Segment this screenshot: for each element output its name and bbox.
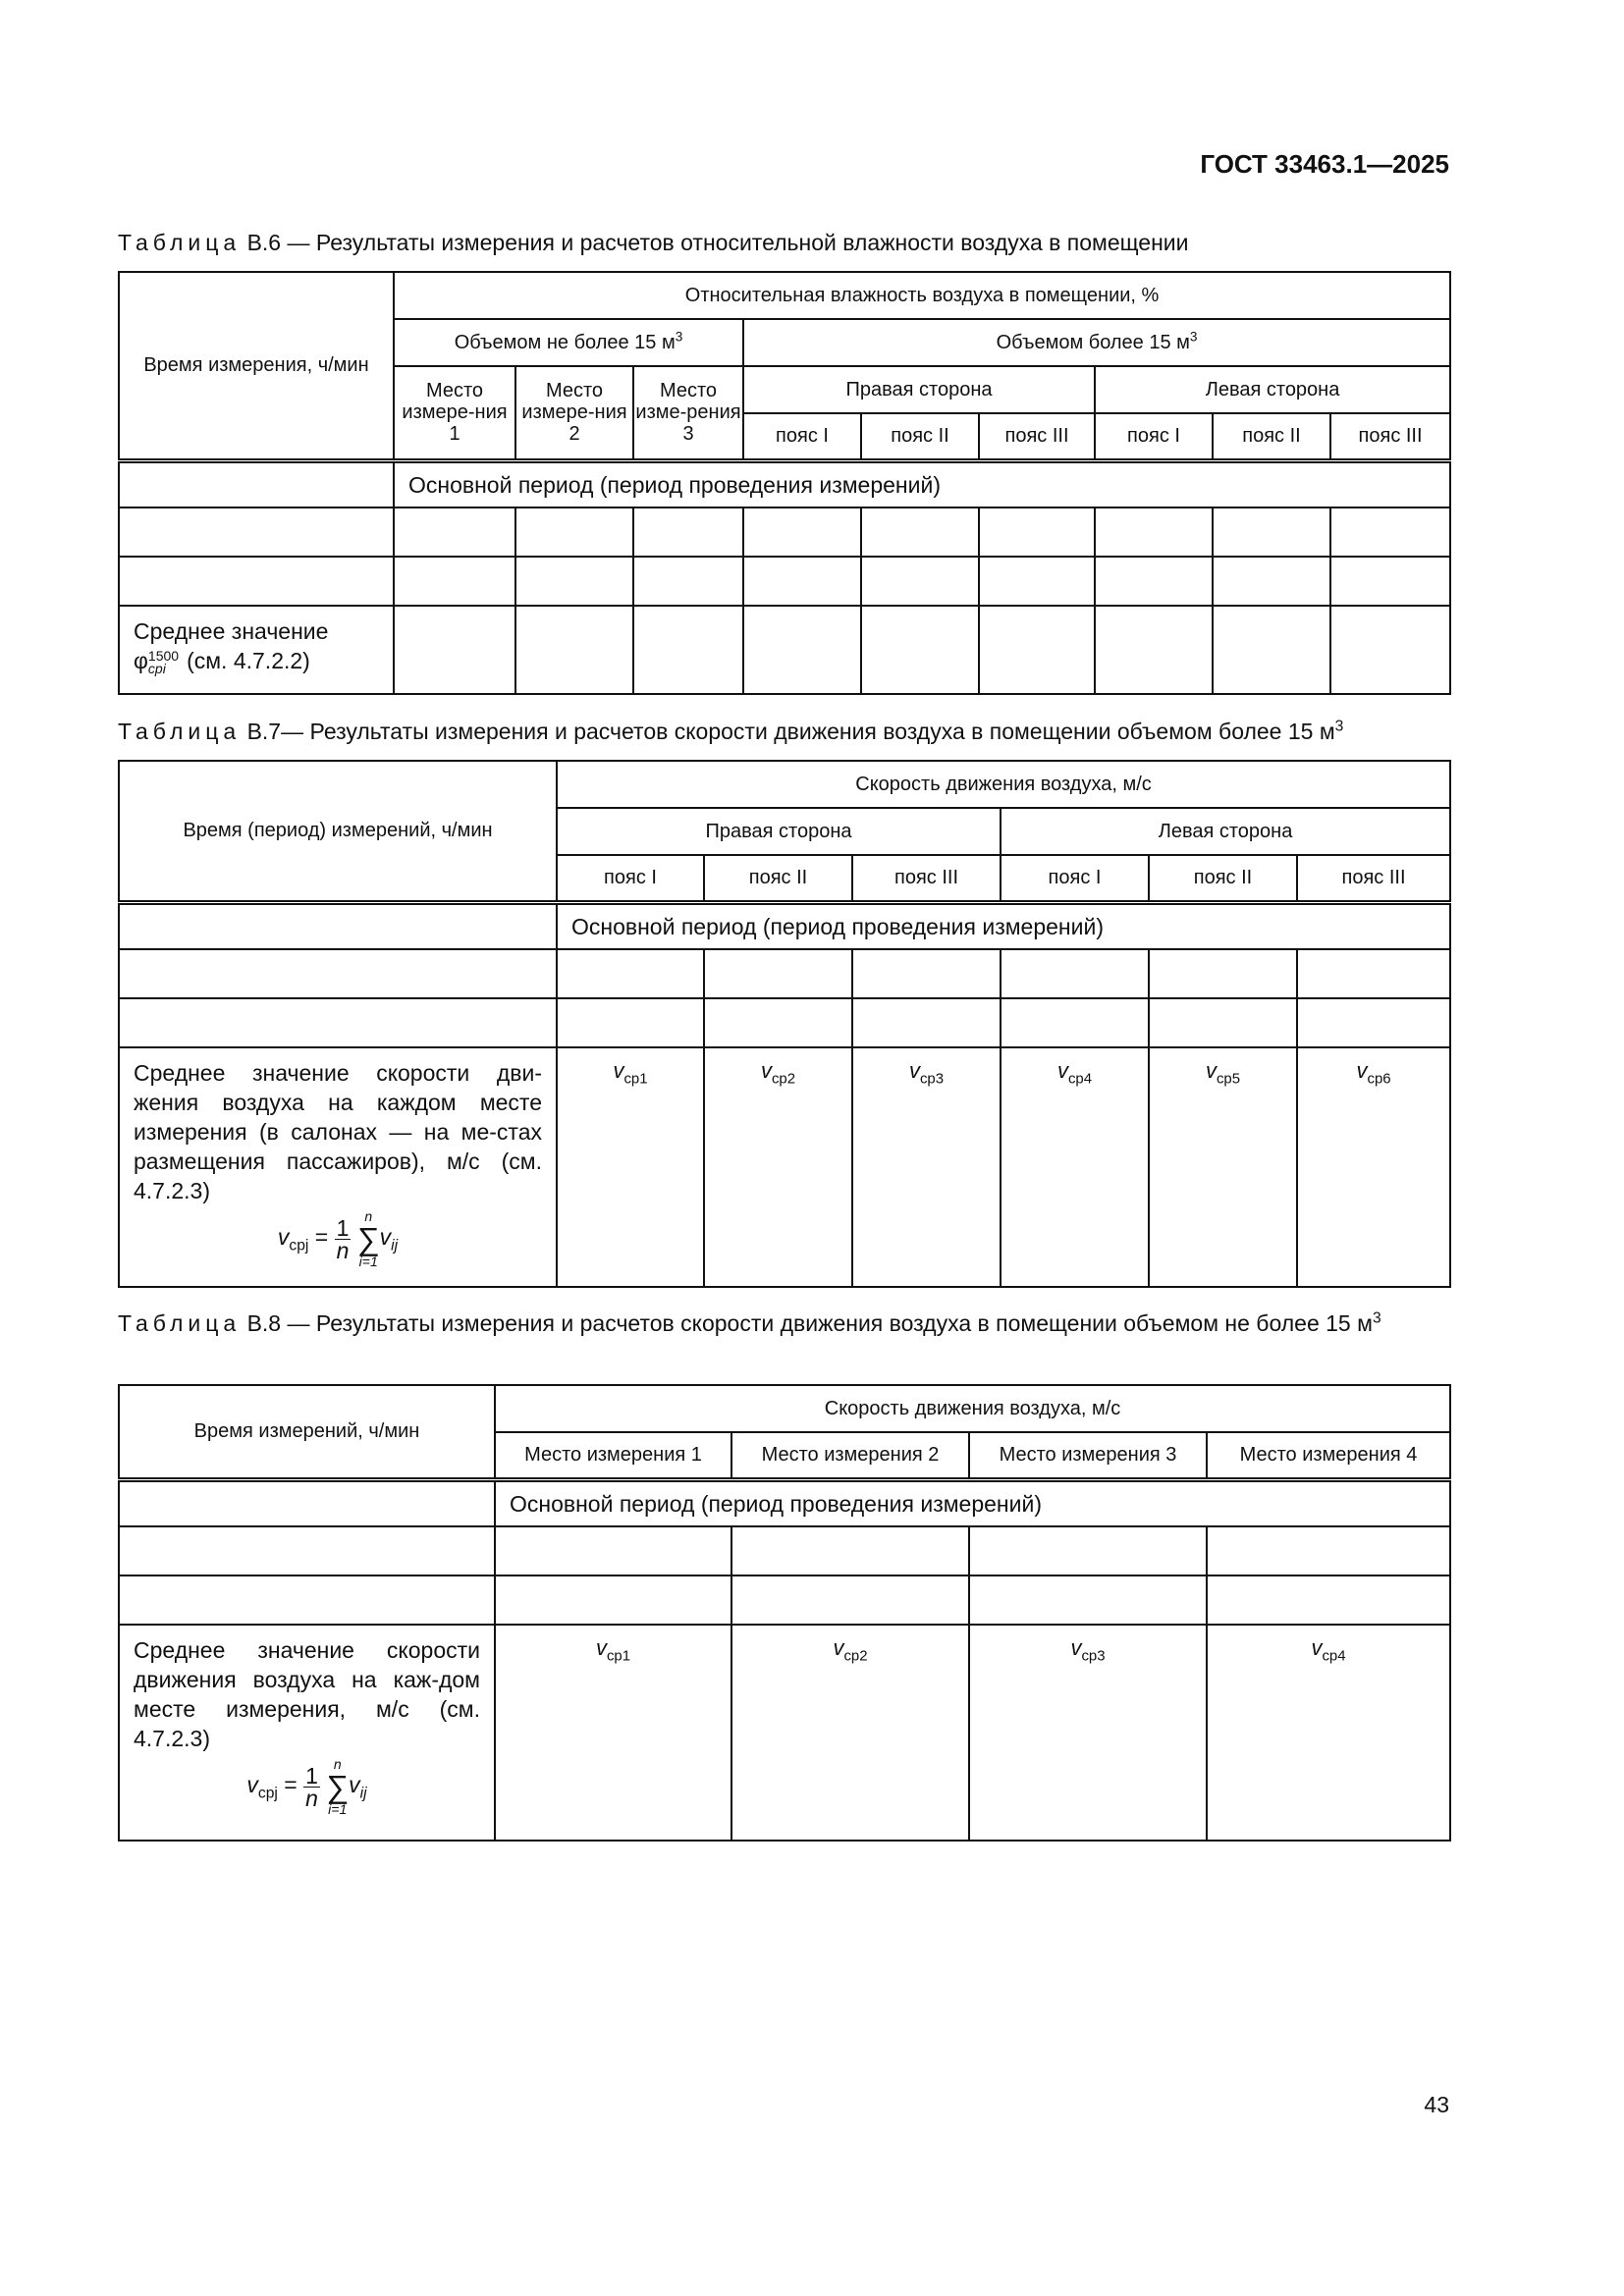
b7-left-zone3: пояс III [1297,855,1450,902]
formula-term-sub: ij [391,1237,399,1255]
b7-speed-header: Скорость движения воздуха, м/с [557,761,1450,808]
sum-icon: n ∑ i=1 [326,1756,350,1817]
formula-term-v: v [379,1224,392,1251]
document-code: ГОСТ 33463.1—2025 [1200,149,1449,179]
b8-time-header: Время измерений, ч/мин [119,1385,495,1479]
b7-right-zone1: пояс I [557,855,704,902]
table-row [119,507,1450,557]
b6-time-header: Время измерения, ч/мин [119,272,394,460]
b8-v-avg-1: $v_{ср1}$ [495,1625,731,1841]
table-b7 [118,760,1451,1288]
b6-left-zone2: пояс II [1213,413,1330,460]
b7-formula [134,1209,542,1268]
b7-right-zone3: пояс III [852,855,1001,902]
b7-v-avg-1: $v_{ср1}$ [557,1047,704,1287]
b6-place2-header: Место измере-ния 2 [515,366,633,460]
b8-speed-header: Скорость движения воздуха, м/с [495,1385,1450,1432]
formula-sub: срj [289,1237,309,1255]
b6-left-zone1: пояс I [1095,413,1213,460]
b8-v-avg-4: $v_{ср4}$ [1207,1625,1450,1841]
b7-left-side-header: Левая сторона [1001,808,1450,855]
table-b6 [118,271,1451,695]
b6-small-volume-sup: 3 [675,329,683,345]
table-row [119,1575,1450,1625]
b6-right-zone1: пояс I [743,413,861,460]
formula-v: v [277,1224,290,1251]
b8-average-label [119,1625,495,1841]
b8-v-avg-3: $v_{ср3}$ [969,1625,1207,1841]
b6-phi-sub: срi [147,660,166,676]
b8-place4-header: Место измерения 4 [1207,1432,1450,1479]
b7-left-zone1: пояс I [1001,855,1149,902]
table-b6-caption-text: В.6 — Результаты измерения и расчетов относительной влажности воздуха в помещении [241,230,1189,255]
formula-fraction: $\frac{1}{n}$ [336,1214,350,1263]
b8-place2-header: Место измерения 2 [731,1432,969,1479]
table-row [119,949,1450,998]
b7-right-zone2: пояс II [704,855,852,902]
b7-average-text: Среднее значение скорости дви-жения воздуха на каждом месте измерения (в салонах — на ме-стах размещения пассажиров), м/с (см. 4.7.2.3) [134,1060,542,1203]
table-row [119,998,1450,1047]
b6-right-side-header: Правая сторона [743,366,1095,413]
b6-left-side-header: Левая сторона [1095,366,1450,413]
b7-left-zone2: пояс II [1149,855,1297,902]
b6-period-blank [119,460,394,507]
formula-sub: срj [257,1785,278,1802]
b7-v-avg-5: $v_{ср5}$ [1149,1047,1297,1287]
b6-place1-header: Место измере-ния 1 [394,366,515,460]
table-b6-caption [118,228,1449,257]
sum-icon: n ∑ i=1 [356,1208,380,1269]
b6-average-ref: (см. 4.7.2.2) [187,648,310,673]
b6-average-label [119,606,394,694]
table-b7-caption [118,717,1449,746]
table-row [119,1526,1450,1575]
b8-place3-header: Место измерения 3 [969,1432,1207,1479]
b6-average-text: Среднее значение [134,618,329,644]
table-b8-caption-sup: 3 [1372,1309,1381,1327]
phi-symbol: φ [134,648,148,673]
table-b8-caption-word: Таблица [118,1310,242,1336]
b6-large-volume-label: Объемом более 15 м [996,332,1190,353]
b7-v-avg-4: $v_{ср4}$ [1001,1047,1149,1287]
b6-small-volume-header [394,319,743,366]
b7-v-avg-3: $v_{ср3}$ [852,1047,1001,1287]
b8-formula [134,1757,480,1816]
table-b8 [118,1384,1451,1842]
b7-v-avg-2: $v_{ср2}$ [704,1047,852,1287]
b6-phi-sup: 1500 [147,647,180,664]
b8-v-avg-2: $v_{ср2}$ [731,1625,969,1841]
table-b7-caption-sup: 3 [1334,718,1344,735]
b6-main-period-row: Основной период (период проведения измерений) [394,460,1450,507]
b6-right-zone3: пояс III [979,413,1095,460]
b7-right-side-header: Правая сторона [557,808,1001,855]
b6-small-volume-label: Объемом не более 15 м [454,332,676,353]
b6-place3-header: Место изме-рения 3 [633,366,743,460]
page-number: 43 [1424,2092,1449,2117]
table-b7-caption-word: Таблица [118,719,242,744]
b6-humidity-header: Относительная влажность воздуха в помещении, % [394,272,1450,319]
b7-main-period-row: Основной период (период проведения измерений) [557,902,1450,949]
formula-v: v [246,1772,258,1798]
b6-right-zone2: пояс II [861,413,979,460]
formula-term-v: v [349,1772,360,1798]
b6-large-volume-header [743,319,1450,366]
b6-large-volume-sup: 3 [1189,329,1198,345]
b8-average-text: Среднее значение скорости движения воздуха на каж-дом месте измерения, м/с (см. 4.7.2.3) [134,1637,480,1751]
formula-eq: = [284,1772,298,1798]
formula-fraction: $\frac{1}{n}$ [305,1762,318,1811]
b8-main-period-row: Основной период (период проведения измерений) [495,1479,1450,1526]
formula-eq: = [314,1224,329,1251]
b7-time-header: Время (период) измерений, ч/мин [119,761,557,902]
table-b7-caption-text: В.7— Результаты измерения и расчетов скорости движения воздуха в помещении объемом более 15 м [241,719,1335,744]
table-row [119,557,1450,606]
b7-average-label [119,1047,557,1287]
b6-left-zone3: пояс III [1330,413,1450,460]
b7-v-avg-6: $v_{ср6}$ [1297,1047,1450,1287]
formula-term-sub: ij [359,1785,367,1802]
table-b8-caption-text: В.8 — Результаты измерения и расчетов скорости движения воздуха в помещении объемом не более 15 м [241,1310,1373,1336]
b8-place1-header: Место измерения 1 [495,1432,731,1479]
b7-period-blank [119,902,557,949]
table-b8-caption [118,1308,1449,1338]
table-b6-caption-word: Таблица [118,230,242,255]
b8-period-blank [119,1479,495,1526]
